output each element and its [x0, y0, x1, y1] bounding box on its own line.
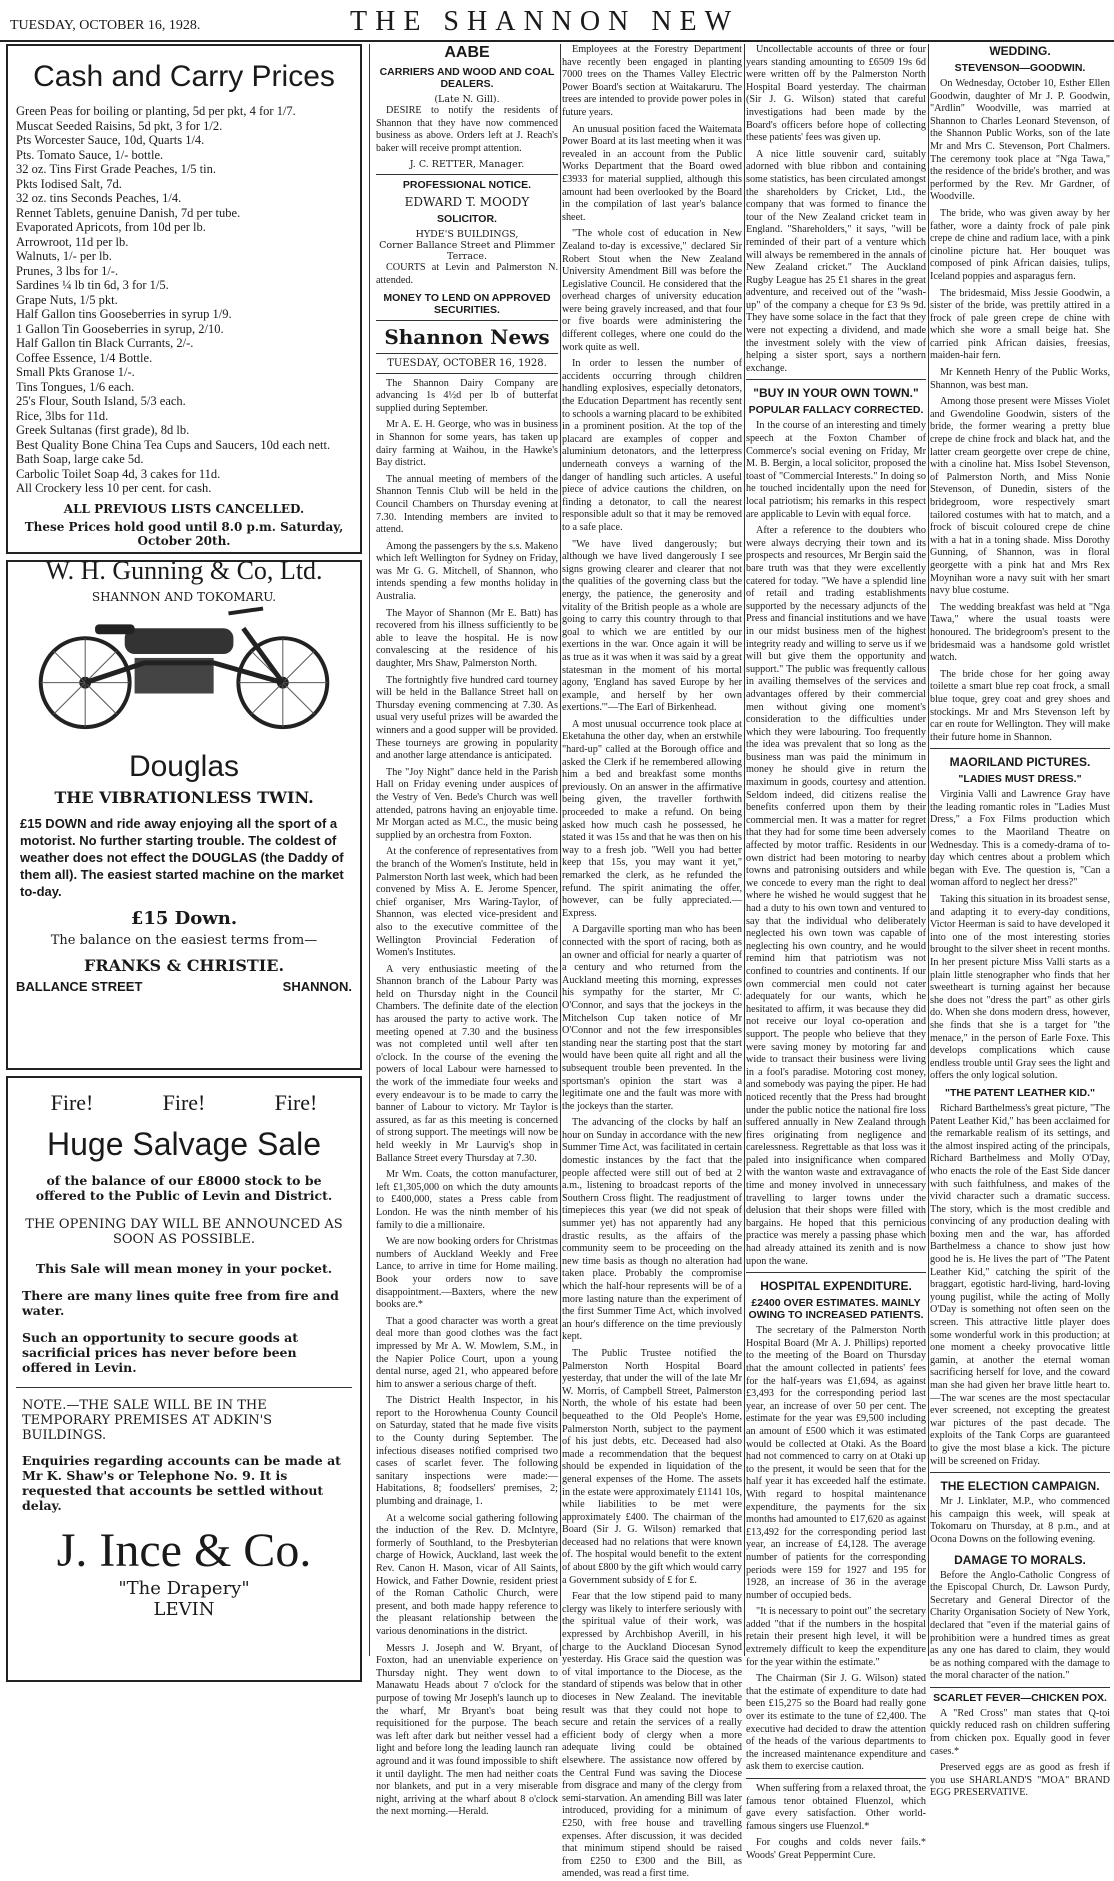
dealer-address	[16, 979, 352, 994]
sale-line: of the balance of our £8000 stock to be offered to the Public of Levin and District.	[35, 1173, 333, 1203]
cash-and-carry-advert	[6, 44, 362, 604]
news-paragraph: The fortnightly five hundred card tourney will be held in the Ballance Street hall on Thursday evening commencing at 7.30. As usual very useful prizes will be awarded the winners and a good supper will be provided. These tourneys are growing in popularity and another large attendance is anticipated.	[376, 674, 558, 762]
article-paragraph: The secretary of the Palmerston North Hospital Board (Mr A. J. Phillips) reported to the meeting of the Board on Thursday that the amount collected in patients' fees for the half-years was £1,694, as against £3,493 for the corresponding period last year, an increase of over 50 per cent. The estimate for the year was £9,500 including an amount of £500 which it was estimated would be collected at Otaki. As the Board had not commenced to carry on at Otaki up to the present, it would be seen that for the half year it has exceeded half the estimate. With regard to hospital maintenance expenditure, the payments for the six months had amounted to £17,620 as against £13,492 for the corresponding period last year, an increase of £4,128. The average number of patients for the corresponding periods were 159 for 1927 and 195 for 1928, an increase of 36 in the average number of occupied beds.	[746, 1325, 926, 1601]
patent-article	[930, 1103, 1110, 1468]
article-paragraph: The Chairman (Sir J. G. Wilson) stated that the estimate of expenditure to date had been £15,275 so the Board had really gone over its estimate to the tune of £2,400. The executive had decided to draw the attention of the heads of the various departments to the increased maintenance expenditure and ask them to exercise caution.	[746, 1673, 926, 1773]
patent-heading: "THE PATENT LEATHER KID."	[945, 1086, 1095, 1099]
price-item: Pts Worcester Sauce, 10d, Quarts 1/4.	[16, 133, 205, 147]
divider	[376, 320, 558, 321]
sale-enquiries: Enquiries regarding accounts can be made at Mr K. Shaw's or Telephone No. 9. It is requested that accounts be settled without delay.	[22, 1453, 341, 1513]
sale-line: Such an opportunity to secure goods at sacrificial prices has never before been offered in Levin.	[22, 1330, 298, 1375]
valid-notice: These Prices hold good until 8.0 p.m. Saturday, October 20th.	[24, 519, 344, 548]
price-item: Grape Nuts, 1/5 pkt.	[16, 292, 118, 307]
wedding-article	[930, 78, 1110, 744]
news-paragraph: A very enthusiastic meeting of the Shannon branch of the Labour Party was held on Thursday night in the Council Chambers. The definite date of the election has aroused the party to active work. The meeting opened at 7.30 and the business was not completed until well after ten o'clock. In the course of the evening the powers of local Labour were harnessed to the work of the immediate four weeks and every endeavour is to be made to carry the banner of Labour to victory. Mr Taylor is assured, as far as this meeting is concerned of strong support. The meetings will now be held weekly in Mr Laurvig's shop in Ballance Street every Thursday at 7.30.	[376, 963, 558, 1164]
news-column-2	[376, 44, 558, 1818]
price-item: Sardines ¼ lb tin 6d, 3 for 1/5.	[16, 278, 169, 292]
solicitor-title: SOLICITOR.	[437, 213, 497, 226]
news-paragraph: "We have lived dangerously; but although we have lived dangerously I see signs growing clearer and clearer that not the qualities of the governing class but the energy, the patience, the generosity and vitality of the British people as a whole are going to carry this country through to that goal to which we are entitled by our exertions in the war. Once again it will be as true as it was when it was said by a great statesman in the moment of his mortal agony, 'England has saved Europe by her example, and herself by her own exertions.'"—The Earl of Birkenhead.	[562, 538, 742, 714]
divider	[746, 1778, 926, 1779]
news-paragraph: Mr A. E. H. George, who was in business in Shannon for some years, has taken up dairy farming at Waihou, in the Hawke's Bay district.	[376, 419, 558, 469]
sale-title: Huge Salvage Sale	[47, 1126, 321, 1162]
price-item: Bath Soap, large cake 5d.	[16, 452, 144, 466]
price-item: Best Quality Bone China Tea Cups and Saucers, 10d each nett.	[16, 437, 331, 452]
morals-item: Before the Anglo-Catholic Congress of the Episcopal Church, Dr. Lawson Purdy, Secretary and General Director of the Charity Organisation Society of New York, declared that "even if the material gains of prohibition were a hundred times as great as any one has dared to claim, they would be as nothing compared with the damage to the moral character of the nation."	[930, 1569, 1110, 1682]
motorcycle-illustration	[16, 568, 352, 738]
price: £15 Down.	[130, 908, 238, 929]
divider	[746, 379, 926, 380]
column-rule	[744, 44, 745, 1656]
buy-local-article	[746, 420, 926, 1268]
price-item: Greek Sultanas (first grade), 8d lb.	[16, 423, 190, 437]
price-item: Walnuts, 1/- per lb.	[16, 249, 112, 263]
aabe-heading: AABE	[444, 44, 490, 61]
price-item: 25's Flour, South Island, 5/3 each.	[16, 394, 186, 408]
courts-notice: COURTS at Levin and Palmerston N. attended.	[376, 262, 558, 286]
news-paragraph: A nice little souvenir card, suitably adorned with blue ribbon and containing some statistics, has been circulated amongst the shareholders by Cricket, Ltd., the company that was formed to finance the tour of the New Zealand cricket team in England. "Shareholders," it says, "will be reminded of their part of a venture which will always be remembered in the annals of New Zealand cricket." The Auckland Rugby League has 25 £1 shares in the great adventure, and received out of the "wash-up" of the company a cheque for £3 9s 9d. They have some solace in the fact that they were not expecting a dividend, and made the investment solely with the view of helping a sister sport, says a northern exchange.	[746, 148, 926, 374]
divider	[930, 1472, 1110, 1473]
fire-salvage-advert	[6, 1076, 362, 1682]
article-paragraph: The bridesmaid, Miss Jessie Goodwin, a sister of the bride, was prettily attired in a frock of pale green crepe de chine with which she wore a small beige hat. She carried pink African daisies, freesias, maiden-hair fern.	[930, 287, 1110, 362]
price-item: 32 oz. Tins First Grade Peaches, 1/5 tin.	[16, 162, 216, 176]
address-town: SHANNON.	[282, 979, 352, 994]
news-paragraph: The annual meeting of members of the Shannon Tennis Club will be held in the Council Chambers on Thursday evening at 7.30. Intending members are invited to attend.	[376, 473, 558, 536]
hospital-heading: HOSPITAL EXPENDITURE.	[760, 1279, 912, 1294]
fire-word: Fire!	[274, 1090, 318, 1115]
firm-name: J. Ince & Co.	[56, 1524, 312, 1577]
news-items	[746, 44, 926, 375]
price-item: Prunes, 3 lbs for 1/-.	[16, 263, 119, 278]
news-paragraph: The Shannon Dairy Company are advancing 1s 4½d per lb of butterfat supplied during September.	[376, 377, 558, 414]
article-paragraph: Virginia Valli and Lawrence Gray have the leading romantic roles in "Ladies Must Dress," a Fox Films production which comes to the Maoriland Theatre on Wednesday. This is a comedy-drama of to-day which centres about a problem which began with Eve. The question is, "Can a woman afford to neglect her dress?"	[930, 789, 1110, 889]
price-item: Carbolic Toilet Soap 4d, 3 cakes for 11d.	[16, 466, 221, 481]
fluenzol-item: When suffering from a relaxed throat, the famous tenor obtained Fluenzol, which gave every satisfaction. Other world-famous singers use Fluenzol.*	[746, 1783, 926, 1832]
article-paragraph: Mr Kenneth Henry of the Public Works, Shannon, was best man.	[930, 367, 1110, 391]
tagline: THE VIBRATIONLESS TWIN.	[54, 788, 314, 807]
news-column-4	[746, 44, 926, 1861]
aabe-subheading: CARRIERS AND WOOD AND COAL DEALERS.	[379, 66, 555, 90]
aabe-body: DESIRE to notify the residents of Shannon that they have now commenced business as above. Orders left at J. Reach's baker will receive prompt attention.	[376, 105, 558, 154]
divider	[746, 1272, 926, 1273]
scarlet-item: A "Red Cross" man states that Q-toi quickly reduced rash on children suffering from chicken pox. Equally good in fever cases.*	[930, 1707, 1110, 1757]
divider	[930, 748, 1110, 749]
fire-word: Fire!	[50, 1090, 94, 1115]
pictures-article	[930, 789, 1110, 1083]
price-item: 1 Gallon Tin Gooseberries in syrup, 2/10.	[16, 321, 224, 336]
wedding-subheading: STEVENSON—GOODWIN.	[954, 62, 1086, 74]
price-item: Pts. Tomato Sauce, 1/- bottle.	[16, 147, 164, 162]
price-item: Arrowroot, 11d per lb.	[16, 234, 129, 249]
morals-heading: DAMAGE TO MORALS.	[954, 1552, 1086, 1567]
scarlet-heading: SCARLET FEVER—CHICKEN POX.	[933, 1691, 1107, 1704]
news-paragraph: The Mayor of Shannon (Mr E. Batt) has recovered from his illness sufficiently to be able to leave the hospital. He is now convalescing at the residence of his daughter, Mrs Shaw, Palmerston North.	[376, 607, 558, 670]
news-paragraph: We are now booking orders for Christmas numbers of Auckland Weekly and Free Lance, to arrive in time for Home mailing. Book your orders now to save disappointment.—Baxters, where the new books are.*	[376, 1236, 558, 1311]
news-paragraph: A most unusual occurrence took place at Eketahuna the other day, when an erstwhile "hard-up" called at the Borough office and asked the Clerk if he remembered allowing him a bed and breakfast some months previously. On an answer in the affirmative being given, the traveller forthwith proceeded to make a refund. On being asked how much cash he possessed, he stated it was 15s and that he was then on his way to a fresh job. "Well you had better keep that 15s, you may want it yet," remarked the clerk, as he refunded the refund. The spirit animating the offer, however, can be fully appreciated.—Express.	[562, 718, 742, 919]
eggs-item: Preserved eggs are as good as fresh if you use SHARLAND'S "MOA" BRAND EGG PRESERVATIVE.	[930, 1762, 1110, 1799]
article-paragraph: In the course of an interesting and timely speech at the Foxton Chamber of Commerce's social evening on Friday, Mr M. B. Bergin, a local solicitor, proposed the toast of "Commercial Interests." In doing so he touched incidentally upon the need for local patriotism; his remarks in this respect are applicable to Levin with equal force.	[746, 420, 926, 520]
news-items	[376, 378, 558, 1819]
coughs-item: For coughs and colds never fails.* Woods' Great Peppermint Cure.	[746, 1837, 926, 1861]
news-paragraph: At the conference of representatives from the branch of the Women's Institute, held in Palmerston North last week, which had been convened by Miss A. E. Jerome Spencer, chief organiser, Mrs Waring-Taylor, of Shannon, was elected vice-president and also to the executive committee of the Wellington Provincial Federation of Women's Institutes.	[376, 846, 558, 959]
article-paragraph: After a reference to the doubters who were always decrying their town and its prospects and resources, Mr Bergin said the bare truth was that they were excellently catered for today. "We have a splendid line of retail and trading establishments supported by the necessary adjuncts of the Press and financial institutions and we have in our midst business men of the highest integrity ready and willing to serve us if we will but give them the opportunity and support." The public was frequently callous in availing themselves of the services and advantages offered by their commercial men without giving one moment's consideration to the difficulties under which they were labouring. Too frequently the idea was prevalent that so long as the business man was paid the minimum in money he should give in return the maximum in goods, courtesy and attention. Seldom indeed, did citizens realise the benefits conferred upon them by their commercial men. It was a matter for regret that they had for some time been adversely affected by motor traffic. Residents in our own district had been motoring to nearby towns and patronising outsiders and while we concede to every man the right to deal where he wished he would suggest that he had a duty to his own town and ventured to say that the individual who deliberately neglected his own town was capable of neglecting his own country, and he would remind him that patriotism was not confined to countries and continents. If our own commercial men could not cater adequately for our wants, which he hesitated to affirm, it was because they did not receive our loyal co-operation and support. The people who believe that they were saving money by motoring far and wide to transact their business were living in a fool's paradise. Motoring cost money, and somebody was paying the piper. He had noticed recently that the Press had brought under the public notice the national fire loss suffered annually in New Zealand through fires originating from negligence and carelessness. Regrettable as that loss was it paled into insignificance when compared with the wanton waste and extravagance of time and money involved in unnecessary travelling to larger towns under the delusion that their shops were filled with bargains. He hoped that this pernicious practice was merely a passing phase which had already attained its zenith and is now upon the wane.	[746, 525, 926, 1267]
hospital-subheading: £2400 OVER ESTIMATES. MAINLY OWING TO INCREASED PATIENTS.	[748, 1297, 924, 1322]
price-item: Rice, 3lbs for 11d.	[16, 408, 109, 423]
news-paragraph: At a welcome social gathering following the induction of the Rev. D. McIntyre, formerly of Southland, to the Presbyterian charge of Howick, Auckland, last week the Rev. Canon H. Mason, vicar of All Saints, Howick, and Father Downie, resident priest of the Roman Catholic Church, were present, and both made happy reference to the pleasant relationship between the various denominations in the district.	[376, 1512, 558, 1637]
column-rule	[369, 44, 370, 1656]
news-paragraph: Employees at the Forestry Department have recently been engaged in planting 7000 trees on the Thames Valley Electric Power Board's section at Waitakaruru. The trees are intended to provide power poles in future years.	[562, 44, 742, 118]
firm-name: W. H. Gunning & Co, Ltd.	[45, 555, 323, 585]
news-paragraph: Messrs J. Joseph and W. Bryant, of Foxton, had an unenviable experience on Thursday night. They went down to Manawatu Heads about 7 o'clock for the purpose of towing Mr Joseph's launch up to the wharf, Mr Bryant's boat being requisitioned for the purpose. The beach was left after dark but neither vessel had a light and before long the leading launch ran aground and it was found impossible to shift it until daylight. The men had neither coats nor blankets, and put in a very miserable night, arriving at the wharf about 8 o'clock the next morning.—Herald.	[376, 1642, 558, 1818]
price-item: Evaporated Apricots, from 10d per lb.	[16, 220, 206, 234]
price-item: Small Pkts Granose 1/-.	[16, 365, 135, 379]
buy-local-subheading: POPULAR FALLACY CORRECTED.	[748, 404, 924, 417]
pictures-subheading: "LADIES MUST DRESS."	[958, 773, 1082, 786]
article-paragraph: Richard Barthelmess's great picture, "The Patent Leather Kid," has been acclaimed for the remarkable realism of its settings, and the almost inspired acting of the principals, Richard Barthelmess and Molly O'Day, who enacts the role of the East Side dancer with such faithfulness, and makes of the vivid character such a dramatic success. The story, which is the most credible and convincing of any production dealing with boxing men and the war, has afforded Barthelmess a chance to show just how good he is. He lives the part of "The Patent Leather Kid," catching the spirit of the braggart, egotistic hard-living, hard-loving young pugilist, while the acting of Molly O'Day is something not often seen on the screen. This attractive little player does some wonderful work in this production; at one moment a cheeky provocative little gamin, at another the eternal woman sacrificing herself for love, and the coward man she had given her brave little heart to.—The war scenes are the most spectacular ever screened, not excepting the greatest war pictures of the past decade. The exploits of the Tank Corps are guaranteed to give the most blase a kick. The picture will be screened on Friday.	[930, 1102, 1110, 1467]
sale-line: THE OPENING DAY WILL BE ANNOUNCED AS SOON AS POSSIBLE.	[25, 1217, 343, 1247]
news-paragraph: That a good character was worth a great deal more than good clothes was the fact impressed by Mr A. W. Mowlem, S.M., in the Napier Police Court, upon a young dental nurse, aged 21, who appeared before him to answer a serious charge of theft.	[376, 1315, 558, 1390]
price-item: Rennet Tablets, genuine Danish, 7d per tube.	[16, 205, 241, 220]
advert-body: £15 DOWN and ride away enjoying all the sport of a motorist. No further starting trouble. The coldest of weather does not effect the DOUGLAS (the Daddy of them all). The easiest started machine on the market to-day.	[20, 816, 344, 899]
news-paragraph: Fear that the low stipend paid to many clergy was likely to interfere seriously with the spiritual value of their work, was expressed by Archbishop Averill, in his charge to the Auckland Diocesan Synod yesterday. His Grace said the question was of vital importance to the Diocese, as the standard of stipends was below that in other dioceses in New Zealand. The inevitable result was that they could not hope to secure and retain the services of a really efficient body of clergy when a more adequate living could be obtained elsewhere. The assistance now offered by the Central Fund was saving the Diocese from disgrace and many of the clergy from semi-starvation. An amending Bill was later introduced, providing for a minimum of £250, with free house and travelling expenses. After discussion, it was decided that minimum stipend should be raised from £250 to £300 and the Bill, as amended, was read a first time.	[562, 1591, 742, 1880]
article-paragraph: "It is necessary to point out" the secretary added "that if the numbers in the hospital retain their present high level, it will be extremely difficult to keep the expenditure for the year within the estimate."	[746, 1606, 926, 1668]
office-building: HYDE'S BUILDINGS,	[415, 229, 519, 241]
column-rule	[928, 44, 929, 1656]
terms: The balance on the easiest terms from—	[50, 933, 318, 948]
news-items	[562, 44, 742, 1881]
money-notice: MONEY TO LEND ON APPROVED SECURITIES.	[383, 291, 551, 316]
article-paragraph: The bride, who was given away by her father, wore a dainty frock of pale pink crepe de chine and radium lace, with a pink cinoline picture hat. Her bouquet was composed of pink African daisies, tulips, Iceland poppies and asparagus fern.	[930, 207, 1110, 282]
news-paragraph: The District Health Inspector, in his report to the Horowhenua County Council on Saturday, stated that he made five visits to the County during September. The infectious diseases notified comprised two cases of scarlet fever. The following sanitary inspections were made:—Habitations, 8; foodsellers' premises, 2; plumbing and drainage, 1.	[376, 1395, 558, 1508]
price-item: Tins Tongues, 1/6 each.	[16, 379, 135, 394]
brand-name: Douglas	[128, 750, 240, 783]
article-paragraph: On Wednesday, October 10, Esther Ellen Goodwin, daughter of Mr J. P. Goodwin, "Ardlin" Woodville, was married at Shannon to Charles Leonard Stevenson, of the Shannon Public Works, son of the late Mr and Mrs C. Stevenson, Port Chalmers. The ceremony took place at "Nga Tawa," the residence of the bride's brother, and was performed by the Rev. Mr Gardner, of Woodville.	[930, 78, 1110, 203]
sale-line: This Sale will mean money in your pocket.	[35, 1261, 333, 1276]
article-paragraph: The bride chose for her going away toilette a smart blue rep coat frock, a small blue toque, grey coat and grey shoes and stockings. Mr and Mrs Stevenson left by car en route for Wellington. They will make their future home in Shannon.	[930, 668, 1110, 743]
price-item: Muscat Seeded Raisins, 5d pkt, 3 for 1/2.	[16, 118, 223, 133]
news-paragraph: The Public Trustee notified the Palmerston North Hospital Board yesterday, that under the will of the late Mr W. Morris, of Campbell Street, Palmerston North, the whole of his estate had been bequeathed to the Old People's Home, Palmerston North, subject to the payment of his just debts, etc. Deceased had also made a recommendation that the bequest should be expended in liquidation of the general expenses of the Home. The assets in the estate were approximately £1141 10s, while liabilities to be met were approximately £400. The chairman of the Board (Sir J. G. Wilson) remarked that deceased had no relations that were known of. The hospital would benefit to the extent of about £800 by the gift which would carry a Government subsidy of £ for £.	[562, 1347, 742, 1586]
column-rule	[560, 44, 561, 1656]
address-street: BALLANCE STREET	[16, 979, 143, 994]
fire-word: Fire!	[162, 1090, 206, 1115]
cancelled-notice: ALL PREVIOUS LISTS CANCELLED.	[63, 501, 305, 516]
firm-town: LEVIN	[153, 1599, 215, 1620]
sale-note: NOTE.—THE SALE WILL BE IN THE TEMPORARY PREMISES AT ADKIN'S BUILDINGS.	[22, 1398, 273, 1443]
divider	[376, 353, 558, 354]
price-item: Half Gallon tin Black Currants, 2/-.	[16, 336, 194, 350]
dealer-name: FRANKS & CHRISTIE.	[83, 956, 285, 975]
price-item: Pkts Iodised Salt, 7d.	[16, 176, 122, 191]
office-address: Corner Ballance Street and Plimmer Terrace.	[379, 240, 555, 263]
sale-line: There are many lines quite free from fire and water.	[22, 1288, 339, 1318]
price-item: Half Gallon tins Gooseberries in syrup 1/9.	[16, 307, 232, 321]
divider	[376, 373, 558, 374]
masthead-date: TUESDAY, OCTOBER 16, 1928.	[10, 18, 201, 33]
notice-heading: PROFESSIONAL NOTICE.	[402, 179, 532, 192]
advert-column	[6, 44, 362, 1656]
divider	[376, 174, 558, 175]
buy-local-heading: "BUY IN YOUR OWN TOWN."	[753, 386, 919, 401]
douglas-motorcycle-advert	[6, 560, 362, 1070]
news-paragraph: Uncollectable accounts of three or four years standing amounting to £6509 19s 6d were written off by the Palmerston North Hospital Board yesterday. The chairman (Sir J. G. Wilson) stated that careful investigations had been made by the Board's officers before hope of collecting these patients' fees was given up.	[746, 44, 926, 144]
firm-subtitle: "The Drapery"	[118, 1578, 250, 1599]
paper-name: Shannon News	[384, 324, 550, 349]
news-paragraph: The advancing of the clocks by half an hour on Sunday in accordance with the new Summer Time Act, was facilitated in certain domestic instances by the fact that the people affected were still out of bed at 2 a.m., listening to broadcast reports of the Southern Cross flight. The readjustment of timepieces this year (we did not speak of summer yet) has not apparently had any drastic results, as the affairs of the community seem to be proceeding on the new time basis as though no alteration had taken place. Probably the compromise which the half-hour represents will be of a more lasting nature than the experiment of the first Summer Time Act, which involved an hour's difference on the time previously kept.	[562, 1117, 742, 1343]
news-paragraph: Mr Wm. Coats, the cotton manufacturer, left £1,305,000 on which the duty amounts to £400,000, states a Press cable from London. He was the ninth member of his family to die a millionaire.	[376, 1169, 558, 1231]
masthead-title: THE SHANNON NEW	[350, 6, 740, 37]
solicitor-name: EDWARD T. MOODY	[404, 195, 530, 210]
news-paragraph: In order to lessen the number of accidents occurring through children handling explosives, especially detonators, the Education Department has recently sent to schools a warning placard to be exhibited in a prominent position. At the top of the placard are examples of copper and aluminium detonators, and the letterpress underneath conveys a warning of the danger of handling such articles. A useful piece of advice cautions the children, on finding a detonator, to call the nearest responsible adult so that it may be removed to a safe place.	[562, 358, 742, 533]
article-paragraph: Taking this situation in its broadest sense, and adapting it to every-day conditions, Victor Heerman is said to have developed it into one of the most interesting stories brought to the silver sheet in recent months. In her present picture Miss Valli starts as a plain little stenographer who finds that her sweetheart is turning against her because she does not "dress the part" as other girls do. When she dons modern dress, however, she finds that she is a target for "the menace," in the person of Earle Foxe. This develops complications which cause endless trouble until Gray sees the light and offers the only logical solution.	[930, 894, 1110, 1082]
divider	[16, 1387, 352, 1388]
news-column-5	[930, 44, 1110, 1799]
election-item: Mr J. Linklater, M.P., who commenced his campaign this week, will speak at Tokomaru on Thursday, at 8 p.m., and at Ocona Downs on the following evening.	[930, 1496, 1110, 1545]
masthead	[0, 0, 1114, 42]
price-item: 32 oz. tins Seconds Peaches, 1/4.	[16, 191, 182, 205]
wedding-heading: WEDDING.	[989, 44, 1051, 58]
news-paragraph: The "Joy Night" dance held in the Parish Hall on Friday evening under auspices of the Vestry of Ven. Bede's Church was well attended, patrons having an enjoyable time. Mr Morgan acted as M.C., the music being supplied by an orchestra from Foxton.	[376, 766, 558, 841]
aabe-signature: J. C. RETTER, Manager.	[409, 159, 525, 171]
election-heading: THE ELECTION CAMPAIGN.	[940, 1479, 1100, 1494]
news-paragraph: An unusual position faced the Waitemata Power Board at its last meeting when it was revealed in an account from the Public Works Department that the Board owed £3933 for material supplied, although this amount had been overlooked by the Board in the compilation of last year's balance sheet.	[562, 123, 742, 223]
news-paragraph: A Dargaville sporting man who has been connected with the sport of racing, both as an owner and official for nearly a quarter of a century and who returned from the Auckland meeting this morning, expresses his sympathy for the starter, Mr C. O'Connor, and says that the jockeys in the Mitchelson Cup taken notice of Mr O'Connor and not the few irresponsibles standing near the starting post that the start would have been quite all right and all the subsequent trouble been prevented. In the sportsman's opinion the start was a legitimate one and the fault was more with the jockeys than the starter.	[562, 924, 742, 1112]
fire-banner	[16, 1090, 352, 1116]
dateline: TUESDAY, OCTOBER 16, 1928.	[387, 357, 547, 369]
hospital-article	[746, 1325, 926, 1774]
firm-location: SHANNON AND TOKOMARU.	[91, 589, 277, 604]
pictures-heading: MAORILAND PICTURES.	[949, 755, 1091, 770]
price-item: Coffee Essence, 1/4 Bottle.	[16, 350, 153, 365]
price-item: All Crockery less 10 per cent. for cash.	[16, 481, 212, 495]
advert-title: Cash and Carry Prices	[33, 60, 335, 93]
article-paragraph: Among those present were Misses Violet and Gwendoline Goodwin, sisters of the bride, the former wearing a pretty blue crepe de chine frock and black hat, and the latter cream georgette over crepe de chine, with a cinoline hat. Miss Isobel Stevenson, of Palmerston North, and Miss Nonie Stevenson, of Dunedin, sisters of the bridegroom, wore respectively smart tailored costumes with hat to match, and a frock of biscuit coloured crepe de chine with a hat in a toning shade. Miss Dorothy Gunning, of Shannon, was in floral georgette with a pink hat and Mrs Rex Moynihan wore a navy suit with her smart navy blue costume.	[930, 396, 1110, 597]
article-paragraph: The wedding breakfast was held at "Nga Tawa," where the usual toasts were honoured. The bridegroom's present to the bridesmaid was a handsome gold wristlet watch.	[930, 601, 1110, 664]
news-paragraph: "The whole cost of education in New Zealand to-day is excessive," declared Sir Robert Stout when the New Zealand University Amendment Bill was before the Legislative Council. He considered that the overhead charges of university education were being gravely increased, and that four or five boards were administering the different colleges, where one could do the work quite as well.	[562, 228, 742, 353]
news-column-3	[562, 44, 742, 1880]
aabe-late: (Late N. Gill).	[434, 94, 500, 105]
price-item: Green Peas for boiling or planting, 5d per pkt, 4 for 1/7.	[16, 104, 296, 118]
divider	[930, 1687, 1110, 1688]
news-paragraph: Among the passengers by the s.s. Makeno which left Wellington for Sydney on Friday, was Mr G. G. Mitchell, of Shannon, who intends spending a few months holiday in Australia.	[376, 540, 558, 603]
price-list	[16, 104, 352, 496]
